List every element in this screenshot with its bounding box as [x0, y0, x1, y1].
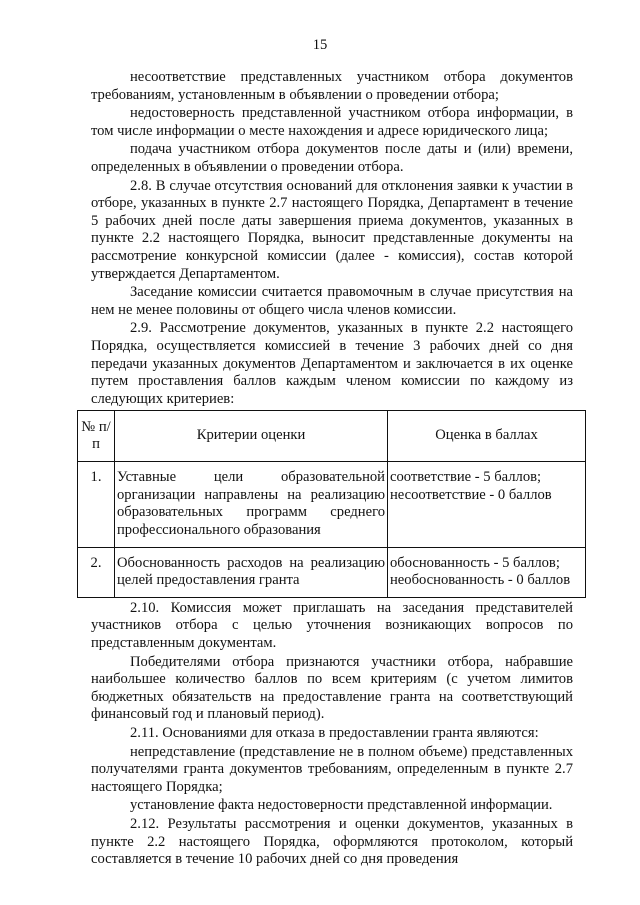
criteria-table	[77, 410, 586, 598]
header-criteria: Критерии оценки	[115, 411, 388, 462]
row-criteria: Уставные цели образовательной организации направлены на реализацию образовательных программ среднего профессионального образования	[115, 462, 388, 547]
score-line: несоответствие - 0 баллов	[390, 486, 552, 503]
paragraph: установление факта недостоверности представленной информации.	[130, 797, 553, 814]
paragraph: 2.12. Результаты рассмотрения и оценки документов, указанных в пункте 2.2 настоящего Порядка, оформляются протоколом, который составляется в течение 10 рабочих дней со дня проведения	[91, 815, 573, 868]
paragraph: 2.11. Основаниями для отказа в предоставлении гранта являются:	[130, 725, 539, 741]
paragraph: 2.10. Комиссия может приглашать на заседания представителей участников отбора с целью уточнения возникающих вопросов по представленным документам.	[91, 599, 573, 652]
paragraph: недостоверность представленной участником отбора информации, в том числе информации о месте нахождения и адресе юридического лица;	[91, 105, 573, 139]
score-line: обоснованность - 5 баллов;	[390, 554, 560, 571]
paragraph: 2.8. В случае отсутствия оснований для отклонения заявки к участии в отборе, указанных в пункте 2.7 настоящего Порядка, Департамент в течение 5 рабочих дней после даты завершения приема документов, указанных в пункте 2.2 настоящего Порядка, выносит представленные документы на рассмотрение конкурсной комиссии (далее - комиссия), состав которой утверждается Департаментом.	[91, 177, 573, 282]
paragraph: 2.9. Рассмотрение документов, указанных в пункте 2.2 настоящего Порядка, осуществляется комиссией в течение 3 рабочих дней со дня передачи указанных документов Департаментом и заключается в их оценке путем проставления баллов каждым членом комиссии по каждому из следующих критериев:	[91, 320, 573, 407]
row-score	[388, 462, 586, 547]
row-criteria: Обоснованность расходов на реализацию целей предоставления гранта	[115, 547, 388, 597]
table-header-row	[78, 411, 586, 462]
score-line: соответствие - 5 баллов;	[390, 469, 542, 486]
header-score: Оценка в баллах	[388, 411, 586, 462]
row-score	[388, 547, 586, 597]
paragraph: подача участником отбора документов после даты и (или) времени, определенных в объявлении о проведении отбора.	[91, 141, 573, 175]
paragraph: несоответствие представленных участником отбора документов требованиям, установленным в объявлении о проведении отбора;	[91, 69, 573, 103]
page-number: 15	[312, 37, 328, 53]
header-number: № п/п	[78, 411, 115, 462]
score-line: необоснованность - 0 баллов	[390, 572, 571, 589]
row-number: 1.	[78, 462, 115, 547]
paragraph: Заседание комиссии считается правомочным в случае присутствия на нем не менее половины от общего числа членов комиссии.	[91, 284, 573, 318]
table-row	[78, 462, 586, 547]
paragraph: непредставление (представление не в полном объеме) представленных получателями гранта документов требованиям, определенным в пункте 2.7 настоящего Порядка;	[91, 743, 573, 795]
row-number: 2.	[78, 547, 115, 597]
document-body	[81, 69, 573, 869]
paragraph: Победителями отбора признаются участники отбора, набравшие наибольшее количество баллов по всем критериям (с учетом лимитов бюджетных обязательств на предоставление гранта на соответствующий финансовый год и плановый период).	[91, 653, 573, 723]
table-row	[78, 547, 586, 597]
